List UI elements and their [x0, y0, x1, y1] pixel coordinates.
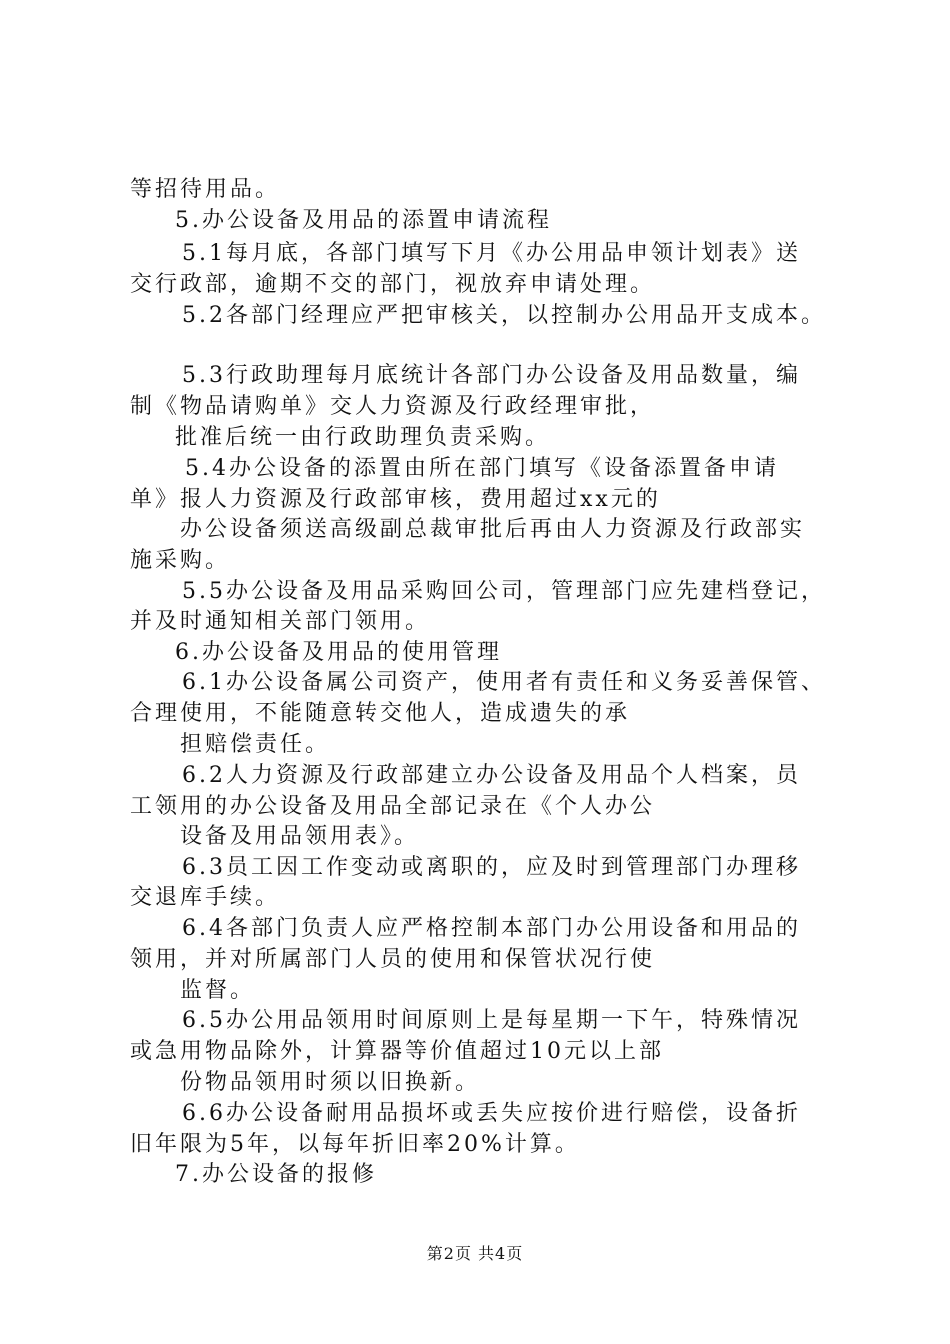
section-heading: 7.办公设备的报修: [175, 1162, 377, 1187]
text-line: 5.4办公设备的添置由所在部门填写《设备添置备申请: [185, 456, 779, 481]
text-line: 交退库手续。: [130, 885, 281, 910]
text-line: 合理使用，不能随意转交他人，造成遗失的承: [130, 701, 631, 726]
text-line: 监督。: [180, 978, 256, 1003]
text-line: 批准后统一由行政助理负责采购。: [175, 425, 551, 450]
text-line: 5.2各部门经理应严把审核关，以控制办公用品开支成本。: [182, 303, 826, 328]
text-line: 等招待用品。: [130, 177, 281, 202]
text-line: 5.3行政助理每月底统计各部门办公设备及用品数量，编: [182, 363, 801, 388]
text-line: 设备及用品领用表》。: [180, 824, 420, 849]
text-line: 6.4各部门负责人应严格控制本部门办公用设备和用品的: [182, 916, 801, 941]
text-line: 6.3员工因工作变动或离职的，应及时到管理部门办理移: [182, 855, 801, 880]
text-line: 单》报人力资源及行政部审核，费用超过xx元的: [130, 487, 661, 512]
section-heading: 5.办公设备及用品的添置申请流程: [175, 208, 552, 233]
text-line: 工领用的办公设备及用品全部记录在《个人办公: [130, 794, 656, 819]
text-line: 旧年限为5年，以每年折旧率20%计算。: [130, 1132, 580, 1157]
text-line: 份物品领用时须以旧换新。: [180, 1070, 481, 1095]
text-line: 交行政部，逾期不交的部门，视放弃申请处理。: [130, 272, 656, 297]
text-line: 6.1办公设备属公司资产，使用者有责任和义务妥善保管、: [182, 670, 826, 695]
text-line: 6.6办公设备耐用品损坏或丢失应按价进行赔偿，设备折: [182, 1101, 801, 1126]
page-footer: 第2页 共4页: [426, 1244, 524, 1263]
text-line: 并及时通知相关部门领用。: [130, 609, 431, 634]
text-line: 制《物品请购单》交人力资源及行政经理审批，: [130, 394, 656, 419]
text-line: 5.5办公设备及用品采购回公司，管理部门应先建档登记，: [182, 579, 826, 604]
text-line: 5.1每月底，各部门填写下月《办公用品申领计划表》送: [182, 241, 801, 266]
text-line: 6.2人力资源及行政部建立办公设备及用品个人档案，员: [182, 763, 801, 788]
section-heading: 6.办公设备及用品的使用管理: [175, 640, 502, 665]
text-line: 施采购。: [130, 548, 231, 573]
text-line: 领用，并对所属部门人员的使用和保管状况行使: [130, 947, 656, 972]
text-line: 办公设备须送高级副总裁审批后再由人力资源及行政部实: [180, 517, 806, 542]
text-line: 6.5办公用品领用时间原则上是每星期一下午，特殊情况: [182, 1008, 801, 1033]
text-line: 担赔偿责任。: [180, 732, 331, 757]
text-line: 或急用物品除外，计算器等价值超过10元以上部: [130, 1039, 664, 1064]
